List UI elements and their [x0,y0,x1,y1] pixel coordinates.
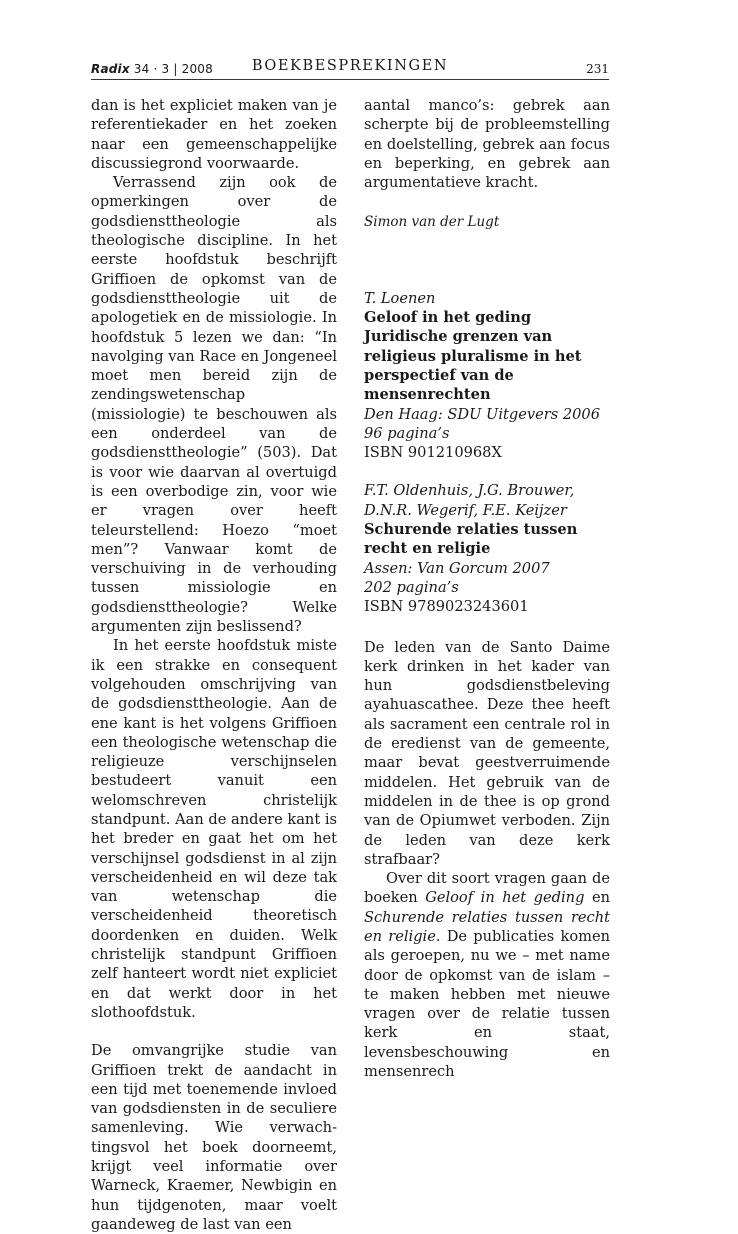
book-reference: Schurende relaties tussen recht en religie [364,908,610,945]
paragraph: aantal manco’s: gebrek aan scherpte bij de probleemstelling en doelstelling, gebrek aan focus en beperking, en gebrek aan argumentatieve kracht. [364,97,610,192]
book-entry-1 [364,289,610,463]
book-reference: Geloof in het geding [425,889,585,907]
reviewer-signature: Simon van der Lugt [364,214,500,231]
book-publisher: Assen: Van Gorcum 2007 [364,559,550,577]
page-number: 231 [586,62,609,76]
book-publisher: Den Haag: SDU Uitgevers 2006 [364,405,600,423]
paragraph: dan is het expliciet maken van je referentiekader en het zoeken naar een gemeenschappelijke discussiegrond voorwaarde. [91,97,337,172]
text-run: Over dit soort vragen gaan de boeken [364,870,610,907]
book-isbn: ISBN 9789023243601 [364,598,529,616]
book-pages: 96 pagina’s [364,424,450,442]
book-author: T. Loenen [364,289,436,307]
book-title: Schurende relaties tussen recht en religie [364,521,578,558]
book-title: Geloof in het geding [364,309,532,327]
section-title: BOEKBESPREKINGEN [251,58,449,74]
text-run: . De publicaties komen als geroepen, nu we – met name door de opkomst van de islam – te maken hebben met nieuwe vragen over de relatie tussen kerk en staat, levensbeschouwing en mensenrech [364,927,610,1081]
text-run: en [584,889,610,907]
paragraph: Verrassend zijn ook de opmerkingen over de godsdiensttheologie als theologische discipline. In het eerste hoofdstuk beschrijft Griffioen de opkomst van de godsdiensttheologie uit de apologetiek en de missiologie. In hoofdstuk 5 lezen we dan: “In navolging van Race en Jongeneel moet men bereid zijn de zendingswetenschap (missiologie) te beschouwen als een onderdeel van de godsdiensttheologie” (503). Dat is voor wie daarvan al overtuigd is een overbodige zin, voor wie er vragen over heeft teleurstellend: Hoezo “moet men”? Vanwaar komt de verschuiving in de verhouding tussen missiologie en godsdiensttheologie? Welke argumenten zijn beslissend? [91,174,337,636]
paragraph: De omvangrijke studie van Griffioen trekt de aandacht in een tijd met toenemende invloed van godsdiensten in de seculiere samenleving. Wie verwachtingsvol het boek doorneemt, krijgt veel informatie over Warneck, Kraemer, Newbigin en hun tijdgenoten, maar voelt gaandeweg de last van een [91,1042,337,1233]
header-rule [91,79,609,80]
left-column [91,96,337,1234]
book-subtitle: Juridische grenzen van religieus pluralisme in het perspectief van de mensenrechten [364,328,582,404]
journal-name: Radix [91,62,130,76]
running-header [91,58,609,80]
paragraph [364,869,610,1081]
book-pages: 202 pagina’s [364,578,459,596]
book-isbn: ISBN 901210968X [364,444,502,462]
book-entry-2 [364,481,610,616]
paragraph: De leden van de Santo Daime kerk drinken in het kader van hun godsdienstbeleving ayahuascathee. Deze thee heeft als sacrament een centrale rol in de eredienst van de gemeente, maar bevat geestverruimende middelen. Het gebruik van de middelen in de thee is op grond van de Opiumwet verboden. Zijn de leden van deze kerk strafbaar? [364,638,610,868]
issue-number: 34 · 3 | 2008 [133,62,213,76]
paragraph: In het eerste hoofdstuk miste ik een strakke en consequent volgehouden omschrijving van de godsdiensttheologie. Aan de ene kant is het volgens Griffioen een theologische wetenschap die religieuze verschijnselen bestudeert vanuit een welomschreven christelijk standpunt. Aan de andere kant is het breder en gaat het om het verschijnsel godsdienst in al zijn verscheidenheid en wil deze tak van wetenschap die verscheidenheid theoretisch doordenken en duiden. Welk christelijk standpunt Griffioen zelf hanteert wordt niet expliciet en dat werkt door in het slothoofdstuk. [91,637,337,1021]
right-column [364,96,610,1081]
book-author: F.T. Oldenhuis, J.G. Brouwer, D.N.R. Wegerif, F.E. Keijzer [364,482,575,519]
